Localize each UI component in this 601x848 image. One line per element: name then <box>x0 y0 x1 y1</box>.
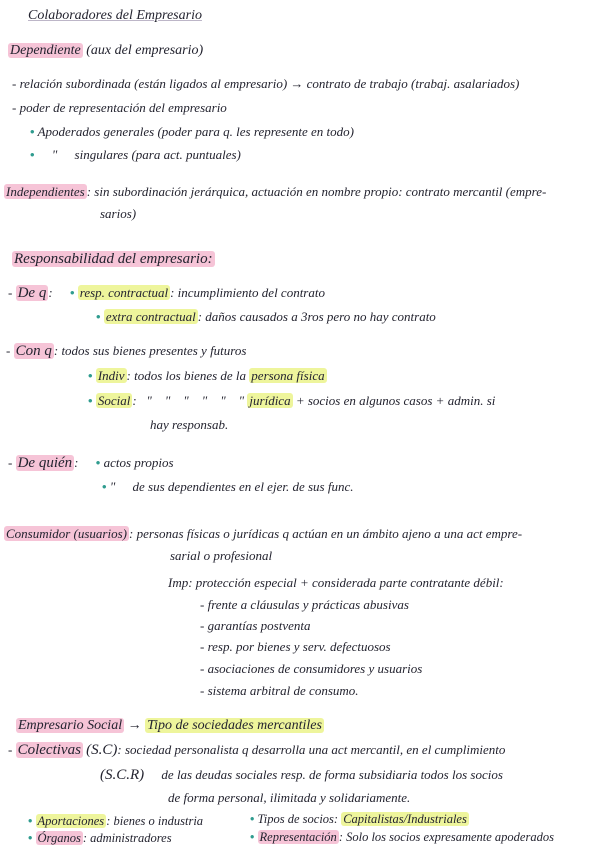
indiv-desc: : todos los bienes de la <box>126 368 247 383</box>
tipos-socios-label: Tipos de socios <box>257 812 334 826</box>
actos-propios: actos propios <box>103 455 174 470</box>
colectivas-line-2 <box>100 767 503 783</box>
page-title: Colaboradores del Empresario <box>28 8 202 23</box>
social-label: Social <box>97 393 131 408</box>
list-item: - asociaciones de consumidores y usuarios <box>200 661 423 676</box>
imp-label: Imp <box>168 575 189 590</box>
resp-extra <box>96 309 436 325</box>
colectivas-line <box>8 742 505 758</box>
de-quien-label: De quién <box>17 455 73 471</box>
representacion-label: Representación <box>259 830 337 844</box>
list-item: - resp. por bienes y serv. defectuosos <box>200 639 391 654</box>
resp-de-quien <box>8 455 174 471</box>
resp-contractual-label: resp. contractual <box>79 285 169 300</box>
resp-con-que <box>6 343 246 359</box>
extra-contractual-desc: : daños causados a 3ros pero no hay contrato <box>197 309 436 324</box>
dependiente-heading <box>8 43 203 59</box>
independientes-label: Independientes <box>6 184 85 199</box>
dependiente-note: (aux del empresario) <box>86 43 204 58</box>
resp-de-quien-2 <box>102 479 353 495</box>
representacion-desc: : Solo los socios expresamente apoderados <box>338 830 554 844</box>
dash: - <box>6 343 11 358</box>
dependientes-desc: de sus dependientes en el ejer. de sus func. <box>132 479 354 494</box>
colectivas-desc: : sociedad personalista q desarrolla una act mercantil, en el cumplimiento <box>117 742 506 757</box>
bullet-icon: • <box>30 147 35 162</box>
social-desc-cont: hay responsab. <box>150 417 229 432</box>
relacion-result: contrato de trabajo (trabaj. asalariados) <box>306 76 520 91</box>
consumidor-desc: : personas físicas o jurídicas q actúan en un ámbito ajeno a una act empre- <box>129 526 523 541</box>
colectivas-desc-2: de las deudas sociales resp. de forma subsidiaria todos los socios <box>161 767 503 782</box>
bullet-icon: • <box>250 830 255 844</box>
apoderados-generales <box>30 124 354 140</box>
representacion-line <box>250 829 554 845</box>
consumidor-cont <box>170 548 272 564</box>
consumidor-label: Consumidor (usuarios) <box>6 526 127 541</box>
independientes-cont <box>100 206 136 222</box>
arrow-icon: → <box>290 76 304 91</box>
aportaciones-desc: : bienes o industria <box>106 814 204 828</box>
list-item: - frente a cláusulas y prácticas abusivas <box>200 597 409 612</box>
apoderados-generales-desc: (poder para q. les represente en todo) <box>157 124 354 139</box>
bullet-icon: • <box>28 831 33 845</box>
con-que-desc: : todos sus bienes presentes y futuros <box>53 343 247 358</box>
apoderados-generales-label: Apoderados generales <box>37 124 155 139</box>
bullet-icon: • <box>96 309 101 324</box>
juridica: jurídica <box>249 393 291 408</box>
tipo-sociedades: Tipo de sociedades mercantiles <box>147 718 322 733</box>
dash: - <box>8 742 13 757</box>
bullet-icon: • <box>88 393 93 408</box>
resp-social-cont <box>150 417 228 433</box>
dependiente-relacion <box>12 76 519 92</box>
bullet-icon: • <box>250 812 255 826</box>
colectivas-label: Colectivas <box>17 742 81 758</box>
resp-indiv <box>88 368 327 384</box>
tipos-socios-value: Capitalistas/Industriales <box>343 812 467 826</box>
responsabilidad-heading <box>12 251 215 267</box>
indiv-label: Indiv <box>97 368 125 383</box>
resp-social <box>88 393 495 409</box>
bullet-icon: • <box>69 285 75 300</box>
apoderados-singulares <box>30 147 241 163</box>
bullet-icon: • <box>28 814 33 828</box>
responsabilidad-label: Responsabilidad del empresario: <box>14 251 213 267</box>
organos-label: Órganos <box>37 831 81 845</box>
dependiente-poder <box>12 100 227 116</box>
empresario-social-heading <box>16 718 324 734</box>
dependiente-label: Dependiente <box>10 43 81 58</box>
de-que-label: De q <box>17 285 47 301</box>
ditto-mark: " <box>109 479 116 494</box>
resp-contractual-desc: : incumplimiento del contrato <box>170 285 325 300</box>
persona-fisica: persona física <box>251 368 325 383</box>
list-item: - garantías postventa <box>200 618 311 633</box>
dash: - <box>8 455 13 470</box>
consumidor-line <box>4 526 522 542</box>
organos-desc: : administradores <box>82 831 172 845</box>
apoderados-singulares-desc: singulares (para act. puntuales) <box>74 147 241 162</box>
ditto-mark: " <box>51 147 58 162</box>
independientes-text-cont: sarios) <box>100 206 137 221</box>
scr-abbrev: (S.C.R) <box>100 767 145 783</box>
independientes-line <box>4 184 546 200</box>
social-desc: + socios en algunos casos + admin. si <box>295 393 496 408</box>
bullet-icon: • <box>30 124 35 139</box>
relacion-text: - relación subordinada (están ligados al empresario) <box>12 76 288 91</box>
tipos-socios-line <box>250 811 469 827</box>
colon: : <box>333 812 339 826</box>
consumidor-desc-cont: sarial o profesional <box>170 548 273 563</box>
bullet-icon: • <box>95 455 101 470</box>
sc-abbrev: (S.C) <box>86 742 118 758</box>
imp-desc: : protección especial + considerada parte contratante débil: <box>188 575 504 590</box>
colon: : <box>48 285 53 300</box>
bullet-icon: • <box>102 479 107 494</box>
poder-text: - poder de representación del empresario <box>12 100 227 115</box>
con-que-label: Con q <box>15 343 52 359</box>
empresario-social-label: Empresario Social <box>18 718 123 733</box>
arrow-icon: → <box>127 718 142 733</box>
consumidor-imp <box>168 575 504 591</box>
resp-de-que <box>8 285 325 301</box>
list-item: - sistema arbitral de consumo. <box>200 683 359 698</box>
ditto-marks: : " " " " " " <box>132 393 245 408</box>
aportaciones-line <box>28 813 203 829</box>
independientes-text: : sin subordinación jerárquica, actuación en nombre propio: contrato mercantil (empre- <box>86 184 547 199</box>
colectivas-desc-3: de forma personal, ilimitada y solidariamente. <box>168 790 411 805</box>
dash: - <box>8 285 13 300</box>
colon: : <box>74 455 79 470</box>
extra-contractual-label: extra contractual <box>105 309 196 324</box>
organos-line <box>28 830 172 846</box>
bullet-icon: • <box>88 368 93 383</box>
colectivas-line-3 <box>168 790 410 806</box>
aportaciones-label: Aportaciones <box>37 814 105 828</box>
